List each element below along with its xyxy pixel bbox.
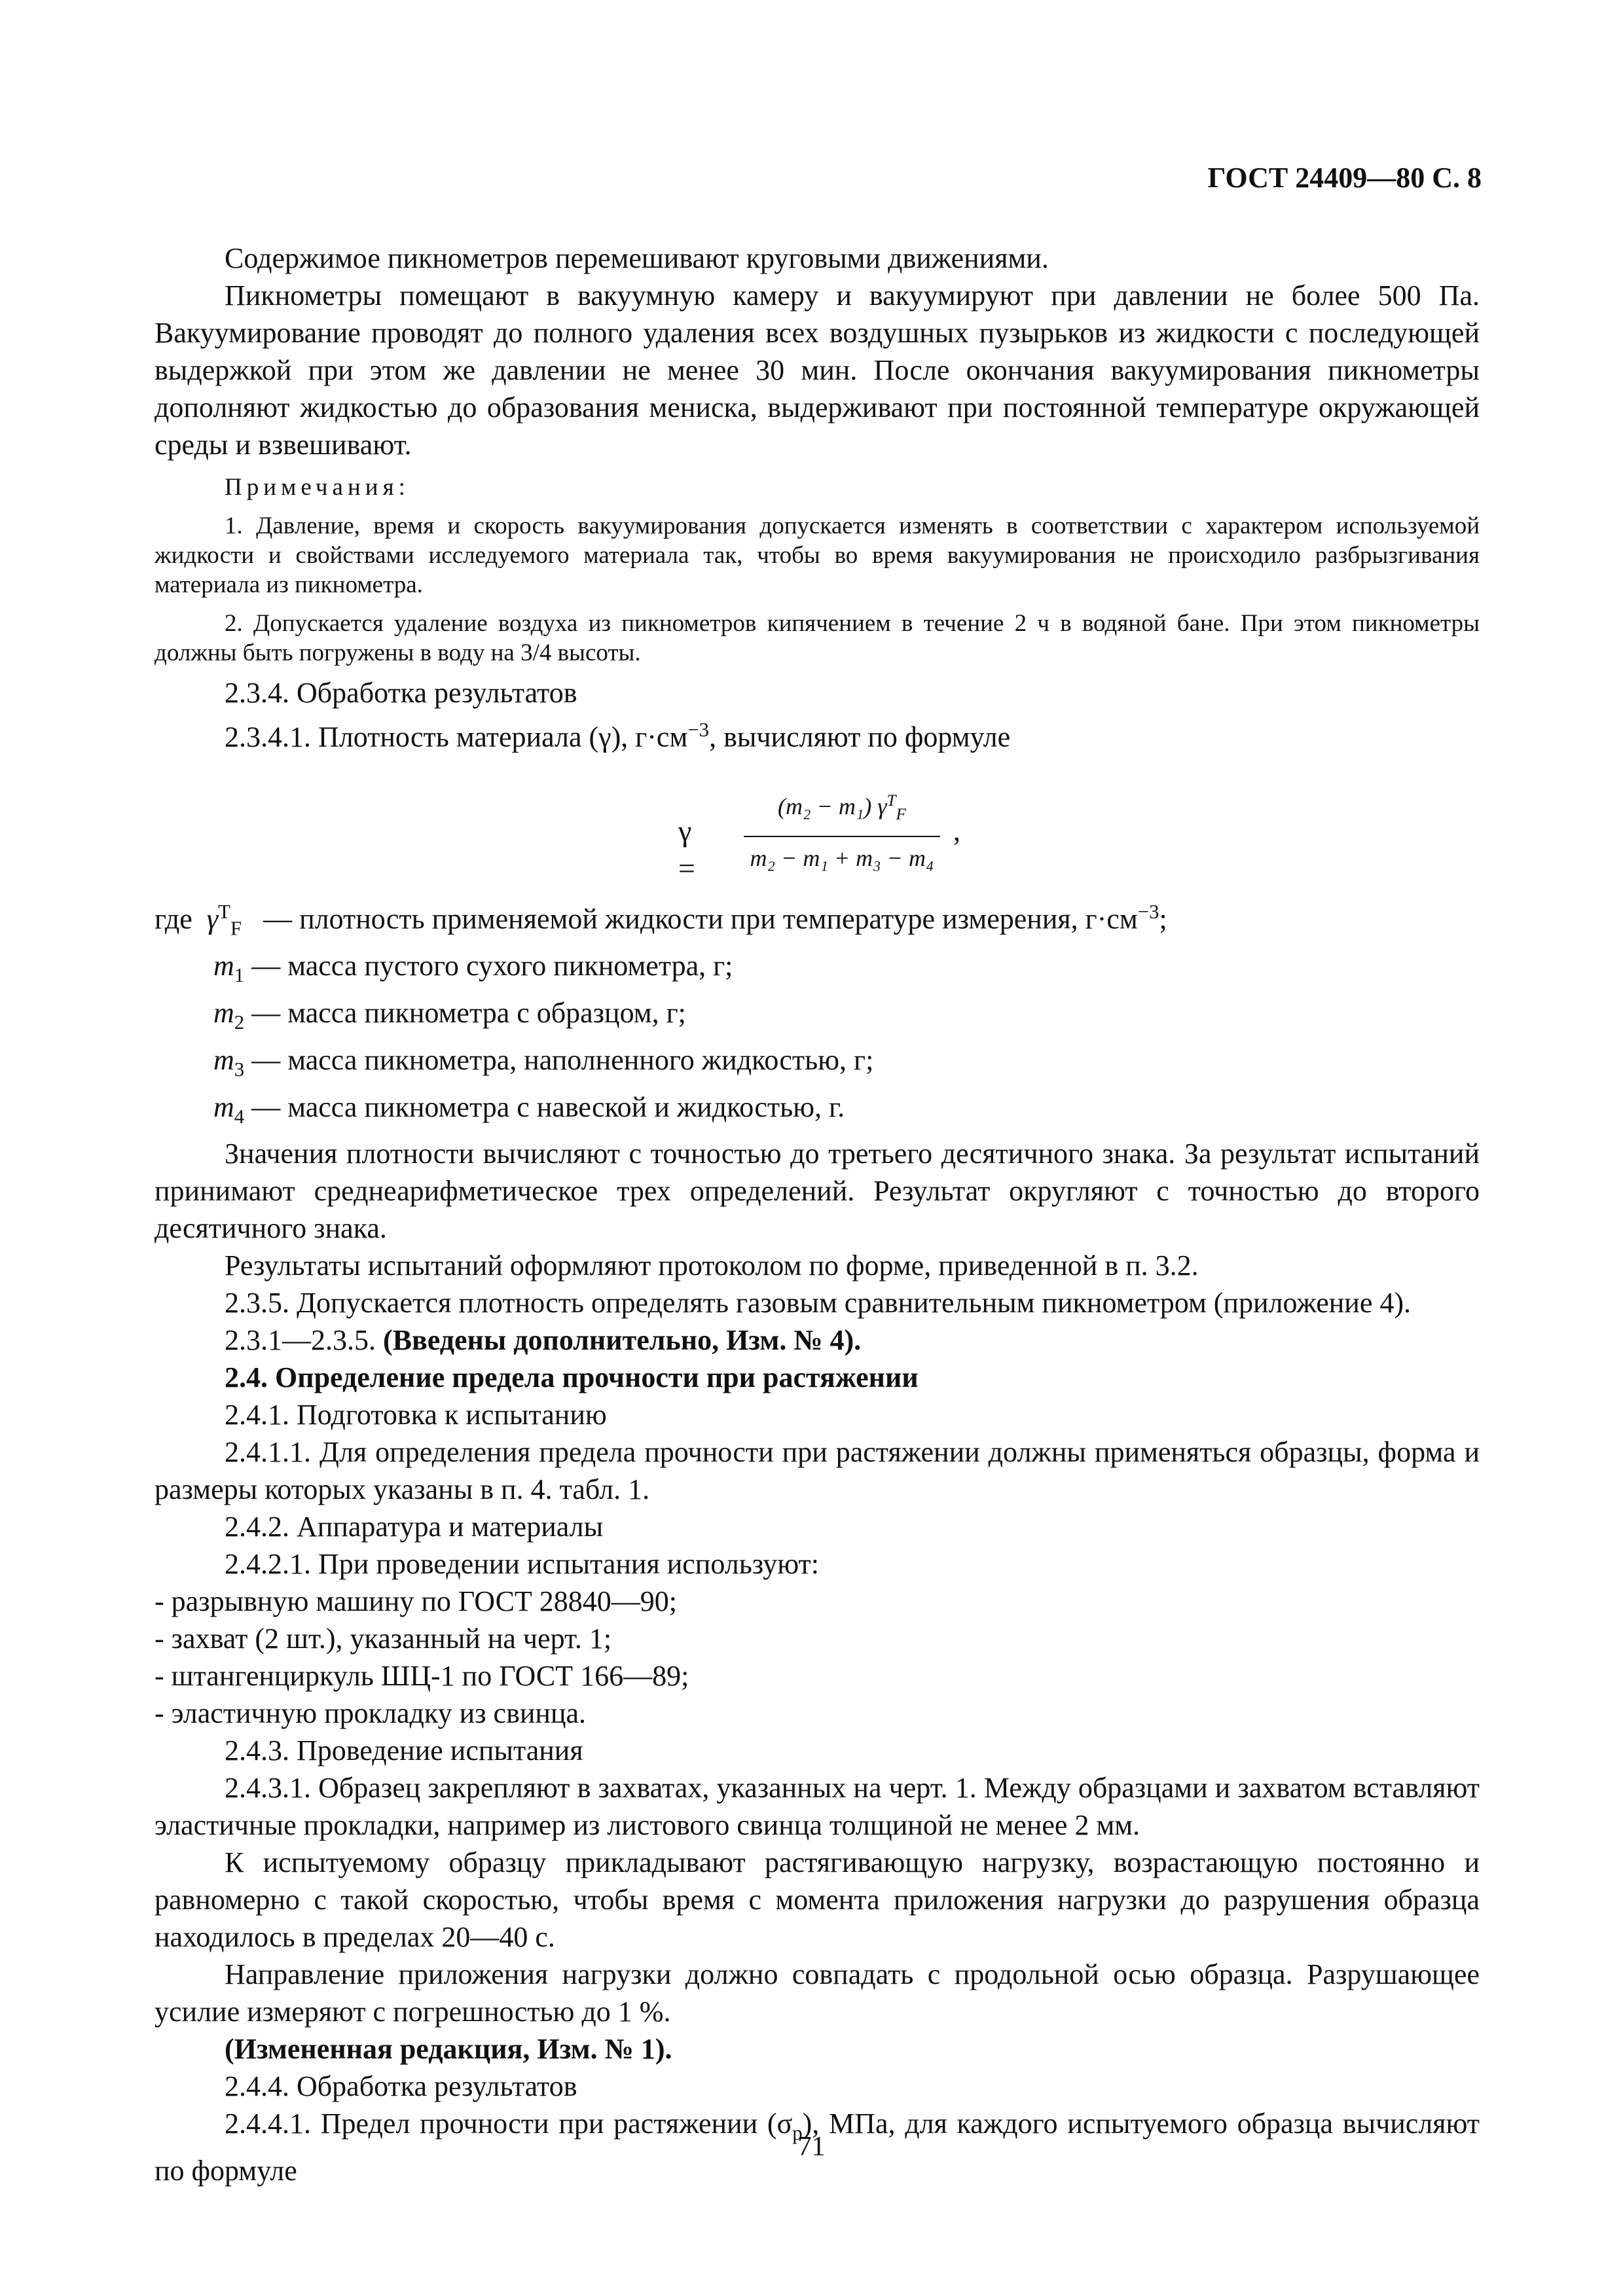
document-body xyxy=(155,240,1480,2189)
definition-m1: $m_1$ — масса пустого сухого пикнометра, г; xyxy=(213,950,733,986)
section-2-4-4: 2.4.4. Обработка результатов xyxy=(225,2070,577,2103)
list-item: - эластичную прокладку из свинца. xyxy=(155,1697,587,1730)
formula-lhs: γ = xyxy=(678,814,695,885)
section-2-4-3: 2.4.3. Проведение испытания xyxy=(225,1734,583,1767)
formula-denominator: m₂ − m₁ + m₃ − m₄ xyxy=(750,844,934,871)
paragraph-mixing: Содержимое пикнометров перемешивают круговыми движениями. xyxy=(225,242,1049,274)
formula-comma: , xyxy=(953,814,960,847)
paragraph-vacuum: Пикнометры помещают в вакуумную камеру и вакуумируют при давлении не более 500 Па. Вакуумирование проводят до полного удаления всех воздушных пузырьков из жидкости с последующей выдержкой при этом же давлении не менее 30 мин. После окончания вакуумирования пикнометры дополняют жидкостью до образования мениска, выдерживают при постоянной температуре окружающей среды и взвешивают. xyxy=(155,279,1480,461)
list-item: - захват (2 шт.), указанный на черт. 1; xyxy=(155,1623,612,1655)
paragraph-load: К испытуемому образцу прикладывают растягивающую нагрузку, возрастающую постоянно и равномерно с такой скоростью, чтобы время с момента приложения нагрузки до разрушения образца находилось в пределах 20—40 с. xyxy=(155,1846,1480,1954)
section-2-4-2-1: 2.4.2.1. При проведении испытания используют: xyxy=(225,1548,819,1581)
formula-numerator: (m₂ − m₁) $\gamma^T_F$ xyxy=(744,782,940,837)
note-1: 1. Давление, время и скорость вакуумирования допускается изменять в соответствии с характером используемой жидкости и свойствами исследуемого материала так, чтобы во время вакуумирования не происходило разбрызгивания материала из пикнометра. xyxy=(155,512,1480,598)
section-2-4-1: 2.4.1. Подготовка к испытанию xyxy=(225,1399,607,1431)
definition-m2: $m_2$ — масса пикнометра с образцом, г; xyxy=(213,996,686,1033)
formula-fraction xyxy=(744,782,940,877)
section-2-3-4: 2.3.4. Обработка результатов xyxy=(225,677,577,709)
notes-title: Примечания: xyxy=(225,474,410,501)
section-2-4-2: 2.4.2. Аппаратура и материалы xyxy=(225,1511,604,1543)
section-2-4-heading: 2.4. Определение предела прочности при растяжении xyxy=(225,1361,919,1394)
page-number: 71 xyxy=(797,2132,826,2162)
definition-gamma: где $\gamma^T_F$ — плотность применяемой жидкости при температуре измерения, $г\cdot см^{-3}$; xyxy=(155,900,1167,940)
section-2-4-1-1: 2.4.1.1. Для определения предела прочности при растяжении должны применяться образцы, форма и размеры которых указаны в п. 4. табл. 1. xyxy=(155,1436,1480,1506)
amendment-note-4: 2.3.1—2.3.5. (Введены дополнительно, Изм. № 4). xyxy=(225,1324,862,1357)
paragraph-results-protocol: Результаты испытаний оформляют протоколом по форме, приведенной в п. 3.2. xyxy=(225,1249,1199,1282)
section-2-4-3-1: 2.4.3.1. Образец закрепляют в захватах, указанных на черт. 1. Между образцами и захватом вставляют эластичные прокладки, например из листового свинца толщиной не менее 2 мм. xyxy=(155,1772,1480,1842)
paragraph-density-values: Значения плотности вычисляют с точностью до третьего десятичного знака. За результат испытаний принимают среднеарифметическое трех определений. Результат округляют с точностью до второго десятичного знака. xyxy=(155,1138,1480,1245)
note-2: 2. Допускается удаление воздуха из пикнометров кипячением в течение 2 ч в водяной бане. При этом пикнометры должны быть погружены в воду на 3/4 высоты. xyxy=(155,610,1480,666)
section-2-4-4-1: 2.4.4.1. Предел прочности при растяжении $(\sigma_р)$, МПа, для каждого испытуемого образца вычисляют по формуле xyxy=(155,2108,1480,2187)
section-2-3-4-1: 2.3.4.1. Плотность материала (γ), $г\cdot см^{-3}$, вычисляют по формуле xyxy=(225,719,1011,753)
list-item: - разрывную машину по ГОСТ 28840—90; xyxy=(155,1585,678,1618)
page-header: ГОСТ 24409—80 С. 8 xyxy=(1207,162,1482,194)
paragraph-load-direction: Направление приложения нагрузки должно совпадать с продольной осью образца. Разрушающее усилие измеряют с погрешностью до 1 %. xyxy=(155,1958,1480,2028)
definition-m3: $m_3$ — масса пикнометра, наполненного жидкостью, г; xyxy=(213,1043,874,1081)
density-formula xyxy=(155,756,1480,893)
amendment-note-1: (Измененная редакция, Изм. № 1). xyxy=(225,2033,672,2066)
list-item: - штангенциркуль ШЦ-1 по ГОСТ 166—89; xyxy=(155,1660,689,1693)
section-2-3-5: 2.3.5. Допускается плотность определять газовым сравнительным пикнометром (приложение 4). xyxy=(225,1287,1412,1319)
definition-m4: $m_4$ — масса пикнометра с навеской и жидкостью, г. xyxy=(213,1090,845,1128)
